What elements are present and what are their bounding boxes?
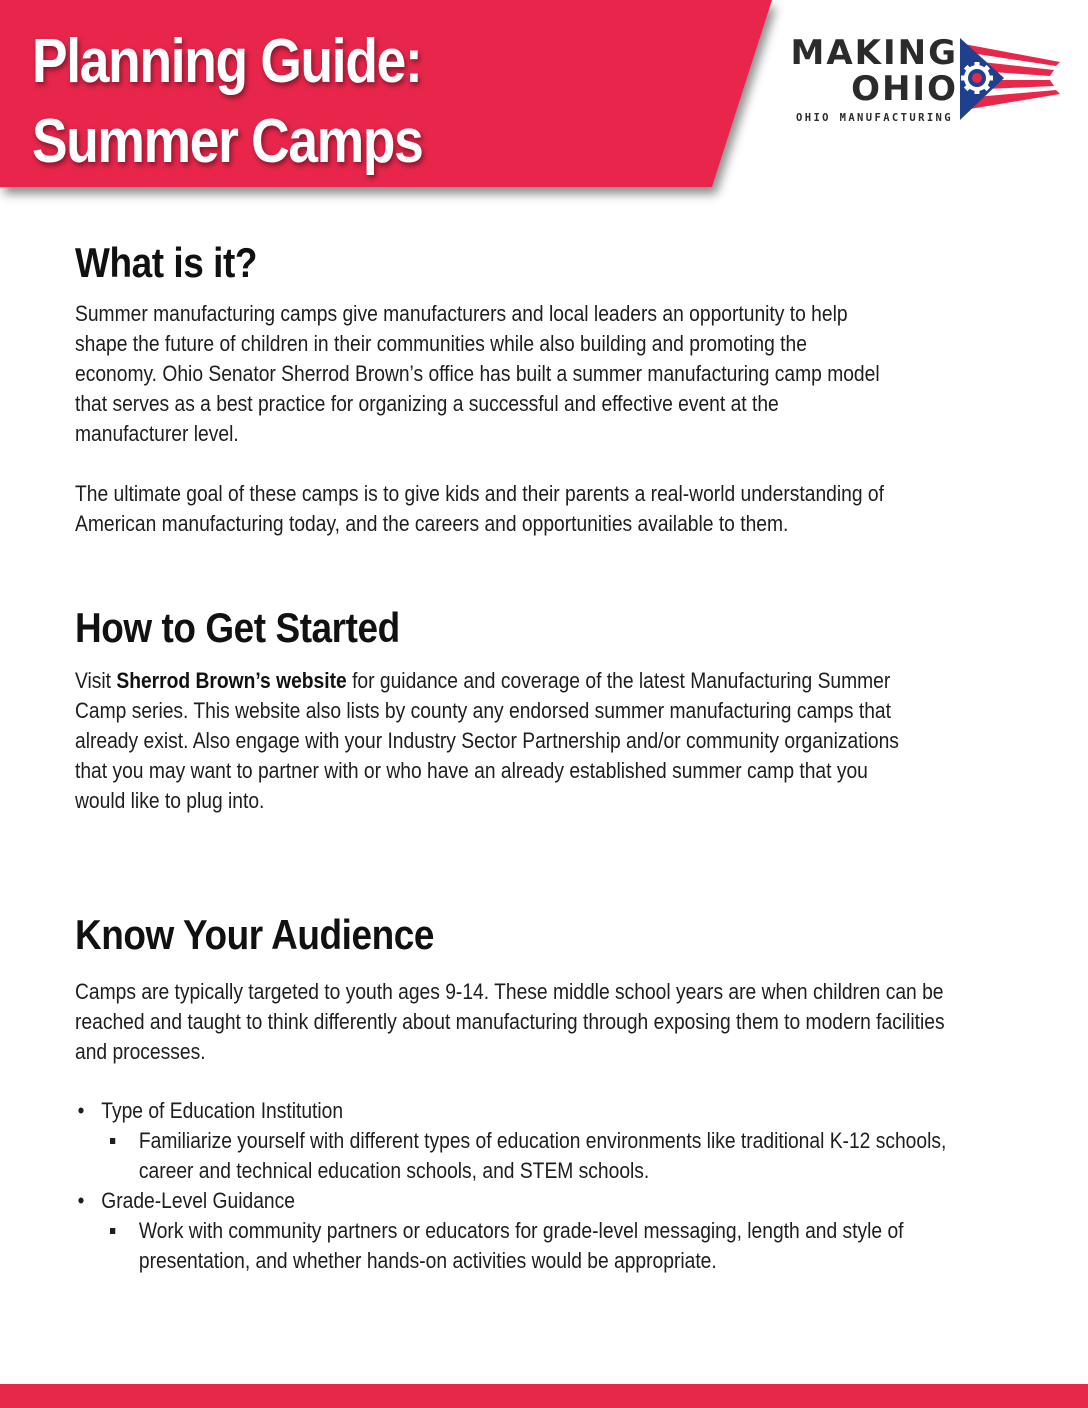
text-line: and processes. (75, 1039, 206, 1064)
text-fragment: Visit (75, 668, 117, 693)
sub-list-item-text: Work with community partners or educators for grade-level messaging, length and style of (138, 1218, 904, 1243)
what-paragraph-1 (75, 299, 1038, 449)
section-heading-audience: Know Your Audience (75, 911, 434, 958)
text-line: Camps are typically targeted to youth ages 9-14. These middle school years are when children can be (75, 979, 944, 1004)
page-title-line2: Summer Camps (32, 107, 423, 176)
list-item-label: Grade-Level Guidance (101, 1188, 295, 1213)
sherrod-brown-website-link[interactable]: Sherrod Brown’s website (116, 668, 347, 693)
sub-list-item-text: presentation, and whether hands-on activities would be appropriate. (138, 1248, 717, 1273)
section-heading-what: What is it? (75, 239, 258, 286)
sub-list-item-continued (75, 1246, 1038, 1276)
text-line: manufacturer level. (75, 421, 239, 446)
text-line: would like to plug into. (75, 788, 265, 813)
text-line: Summer manufacturing camps give manufacturers and local leaders an opportunity to help (75, 301, 848, 326)
logo-word-ohio: OHIO (851, 69, 958, 109)
text-line: economy. Ohio Senator Sherrod Brown’s office has built a summer manufacturing camp model (75, 361, 880, 386)
list-item-label: Type of Education Institution (101, 1098, 344, 1123)
making-ohio-logo (790, 33, 1066, 126)
audience-bullet-list (75, 1096, 1038, 1276)
header-banner (0, 0, 790, 205)
ohio-flag-icon (960, 38, 1064, 120)
text-line: shape the future of children in their communities while also building and promoting the (75, 331, 807, 356)
audience-paragraph (75, 977, 1038, 1067)
text-line: that you may want to partner with or who have an already established summer camp that you (75, 758, 868, 783)
section-heading-start: How to Get Started (75, 604, 400, 651)
text-line: that serves as a best practice for organizing a successful and effective event at the (75, 391, 779, 416)
page-title (32, 22, 422, 182)
logo-subtitle: OHIO MANUFACTURING (796, 112, 953, 124)
start-paragraph (75, 666, 1038, 816)
sub-list-item-text: career and technical education schools, and STEM schools. (138, 1158, 650, 1183)
text-line: reached and taught to think differently about manufacturing through exposing them to modern facilities (75, 1009, 945, 1034)
text-fragment: for guidance and coverage of the latest Manufacturing Summer (346, 668, 891, 693)
bullet-square-icon (110, 1138, 115, 1144)
page-title-line1: Planning Guide: (32, 27, 422, 96)
bullet-square-icon (110, 1228, 115, 1234)
footer-bar (0, 1384, 1088, 1408)
sub-list-item-continued (75, 1156, 1038, 1186)
sub-list-item-text: Familiarize yourself with different types of education environments like traditional K-12 schools, (138, 1128, 947, 1153)
text-line: Camp series. This website also lists by county any endorsed summer manufacturing camps that (75, 698, 891, 723)
text-line (75, 666, 1038, 696)
bullet-dot-icon: • (77, 1098, 85, 1123)
sub-list-item (75, 1126, 1038, 1156)
what-paragraph-2 (75, 479, 1038, 539)
list-item (75, 1096, 1038, 1126)
bullet-dot-icon: • (77, 1188, 85, 1213)
text-line: already exist. Also engage with your Industry Sector Partnership and/or community organizations (75, 728, 899, 753)
text-line: American manufacturing today, and the careers and opportunities available to them. (75, 511, 789, 536)
list-item (75, 1186, 1038, 1216)
text-line: The ultimate goal of these camps is to give kids and their parents a real-world understanding of (75, 481, 884, 506)
sub-list-item (75, 1216, 1038, 1246)
logo-word-making: MAKING (790, 33, 958, 73)
